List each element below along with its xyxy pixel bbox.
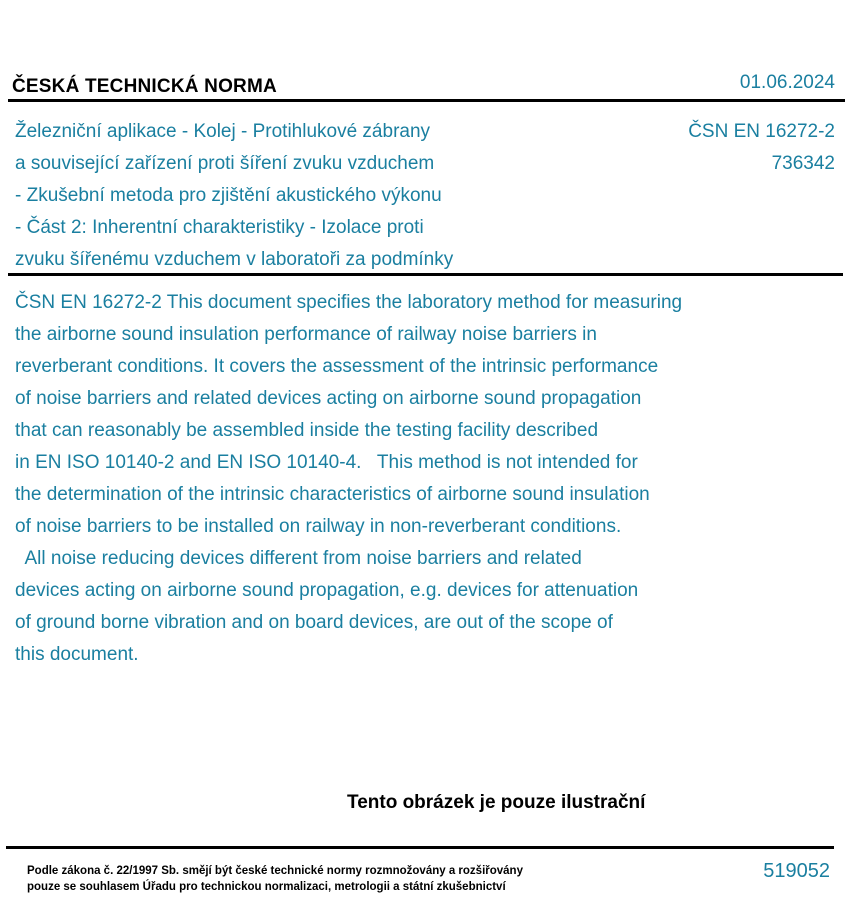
abstract-line: the determination of the intrinsic characteristics of airborne sound insulation	[15, 484, 650, 505]
abstract-line: reverberant conditions. It covers the assessment of the intrinsic performance	[15, 356, 659, 377]
legal-line: Podle zákona č. 22/1997 Sb. smějí být české technické normy rozmnožovány a rozšiřovány	[27, 865, 523, 877]
abstract-line: of ground borne vibration and on board devices, are out of the scope of	[15, 612, 613, 633]
abstract-line: ČSN EN 16272-2 This document specifies the laboratory method for measuring	[15, 292, 683, 313]
header-divider	[8, 99, 845, 102]
abstract-text	[15, 287, 835, 671]
title-line: a související zařízení proti šíření zvuku vzduchem	[15, 153, 435, 174]
title-line: Železniční aplikace - Kolej - Protihlukové zábrany	[15, 121, 431, 142]
abstract-line: of noise barriers to be installed on railway in non-reverberant conditions.	[15, 516, 622, 537]
abstract-line: the airborne sound insulation performance of railway noise barriers in	[15, 324, 597, 345]
abstract-line: devices acting on airborne sound propagation, e.g. devices for attenuation	[15, 580, 639, 601]
illustration-notice: Tento obrázek je pouze ilustrační	[347, 792, 646, 813]
abstract-line: that can reasonably be assembled inside the testing facility described	[15, 420, 599, 441]
legal-line: pouze se souhlasem Úřadu pro technickou normalizaci, metrologii a státní zkušebnictví	[27, 881, 506, 893]
footer-divider	[6, 846, 834, 849]
class-number: 736342	[771, 153, 835, 174]
title-line: zvuku šířenému vzduchem v laboratoři za podmínky	[15, 249, 454, 270]
abstract-line: in EN ISO 10140-2 and EN ISO 10140-4. This method is not intended for	[15, 452, 638, 473]
title-line: - Zkušební metoda pro zjištění akustického výkonu	[15, 185, 442, 206]
title-divider	[8, 273, 843, 276]
publication-date: 01.06.2024	[739, 72, 835, 93]
title-line: - Část 2: Inherentní charakteristiky - Izolace proti	[15, 217, 424, 238]
legal-notice	[27, 863, 523, 895]
standard-title	[15, 116, 453, 276]
norm-label: ČESKÁ TECHNICKÁ NORMA	[12, 76, 277, 97]
abstract-line: this document.	[15, 644, 139, 665]
abstract-line: All noise reducing devices different from noise barriers and related	[15, 548, 582, 569]
standard-codes	[688, 116, 835, 180]
standard-code: ČSN EN 16272-2	[688, 121, 835, 142]
document-number: 519052	[763, 860, 830, 882]
abstract-line: of noise barriers and related devices acting on airborne sound propagation	[15, 388, 642, 409]
